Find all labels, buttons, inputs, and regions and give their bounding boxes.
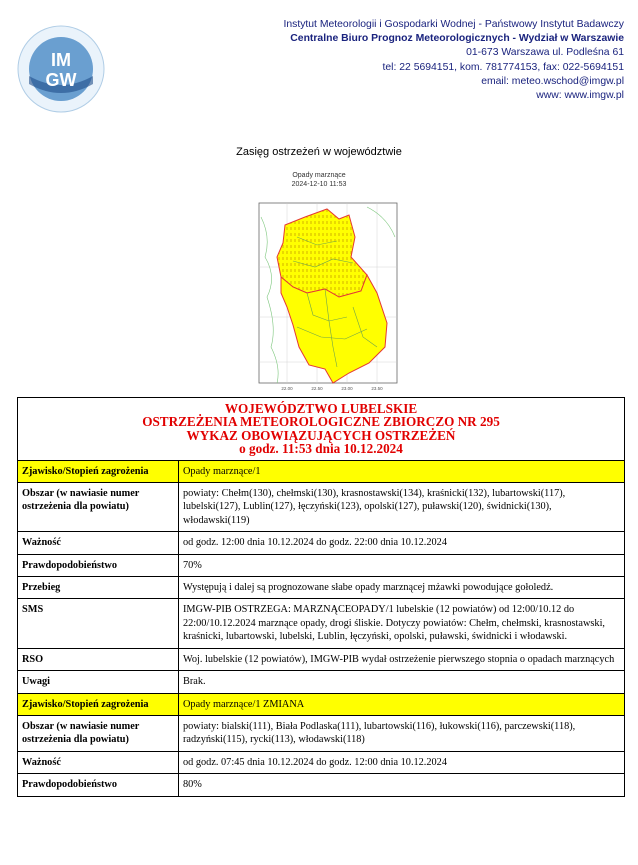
title-time: o godz. 11:53 dnia 10.12.2024	[239, 441, 403, 457]
svg-text:IM: IM	[51, 50, 71, 70]
table-row	[18, 774, 625, 796]
row-label: Uwagi	[18, 671, 179, 693]
header-www: www: www.imgw.pl	[536, 90, 624, 102]
row-value: Opady marznące/1	[179, 460, 625, 482]
institute-header	[283, 18, 624, 103]
row-label: Obszar (w nawiasie numer ostrzeżenia dla powiatu)	[18, 715, 179, 751]
warnings-table	[17, 397, 625, 797]
svg-text:GW: GW	[45, 70, 77, 90]
row-value: IMGW-PIB OSTRZEGA: MARZNĄCEOPADY/1 lubelskie (12 powiatów) od 12:00/10.12 do 22:00/10.12.2024 marznące opady, drogi śliskie. Dotyczy powiatów: Chełm, chełmski, krasnostawski, kraśnicki, lubartowski, lubelski, Lublin, łęczyński, opolski, puławski, świdnicki i włodawski.	[179, 599, 625, 648]
imgw-logo	[16, 24, 106, 114]
row-label: SMS	[18, 599, 179, 648]
row-label: Ważność	[18, 532, 179, 554]
row-label: Ważność	[18, 751, 179, 773]
table-row	[18, 715, 625, 751]
row-label: RSO	[18, 648, 179, 670]
row-label: Prawdopodobieństwo	[18, 554, 179, 576]
row-value: od godz. 12:00 dnia 10.12.2024 do godz. 22:00 dnia 10.12.2024	[179, 532, 625, 554]
map-tick-label: 23.50	[371, 386, 383, 391]
map-tick-label: 22.50	[311, 386, 323, 391]
header-institute-name: Instytut Meteorologii i Gospodarki Wodnej - Państwowy Instytut Badawczy	[283, 19, 624, 30]
title-voivodeship: WOJEWÓDZTWO LUBELSKIE	[224, 401, 418, 416]
map-date: 2024-12-10 11:53	[291, 181, 347, 188]
row-label: Zjawisko/Stopień zagrożenia	[18, 460, 179, 482]
row-label: Prawdopodobieństwo	[18, 774, 179, 796]
header-phone: tel: 22 5694151, kom. 781774153, fax: 022-5694151	[382, 61, 624, 73]
title-list: WYKAZ OBOWIĄZUJĄCYCH OSTRZEŻEŃ	[186, 427, 456, 443]
map-tick-label: 23.00	[341, 386, 353, 391]
table-row	[18, 671, 625, 693]
row-value: powiaty: bialski(111), Biała Podlaska(111), lubartowski(116), łukowski(116), parczewski(118), radzyński(115), rycki(113), włodawski(118)	[179, 715, 625, 751]
row-value: 70%	[179, 554, 625, 576]
map-tick-label: 22.00	[281, 386, 293, 391]
table-row	[18, 460, 625, 482]
table-row	[18, 577, 625, 599]
row-label: Przebieg	[18, 577, 179, 599]
row-value: 80%	[179, 774, 625, 796]
table-row	[18, 554, 625, 576]
row-value: Występują i dalej są prognozowane słabe opady marznącej mżawki powodujące gołoledź.	[179, 577, 625, 599]
table-row	[18, 532, 625, 554]
table-row	[18, 693, 625, 715]
row-label: Zjawisko/Stopień zagrożenia	[18, 693, 179, 715]
title-warnings: OSTRZEŻENIA METEOROLOGICZNE ZBIORCZO NR 295	[142, 414, 500, 430]
header-email: email: meteo.wschod@imgw.pl	[481, 75, 624, 87]
row-value: powiaty: Chełm(130), chełmski(130), krasnostawski(134), kraśnicki(132), lubartowski(117), lubelski(127), Lublin(127), łęczyński(123), opolski(127), puławski(120), świdnicki(130), włodawski(119)	[179, 483, 625, 532]
warning-map	[237, 197, 403, 397]
row-value: Brak.	[179, 671, 625, 693]
row-label: Obszar (w nawiasie numer ostrzeżenia dla powiatu)	[18, 483, 179, 532]
table-row	[18, 751, 625, 773]
row-value: Opady marznące/1 ZMIANA	[179, 693, 625, 715]
table-row	[18, 599, 625, 648]
header-address: 01-673 Warszawa ul. Podleśna 61	[466, 47, 624, 59]
table-title	[18, 398, 625, 461]
header-office-name: Centralne Biuro Prognoz Meteorologicznych - Wydział w Warszawie	[290, 33, 624, 45]
table-row	[18, 483, 625, 532]
row-value: Woj. lubelskie (12 powiatów), IMGW-PIB wydał ostrzeżenie pierwszego stopnia o opadach marznących	[179, 648, 625, 670]
warning-range-caption: Zasięg ostrzeżeń w województwie	[236, 146, 402, 158]
map-title: Opady marznące	[292, 172, 346, 179]
table-row	[18, 648, 625, 670]
row-value: od godz. 07:45 dnia 10.12.2024 do godz. 12:00 dnia 10.12.2024	[179, 751, 625, 773]
